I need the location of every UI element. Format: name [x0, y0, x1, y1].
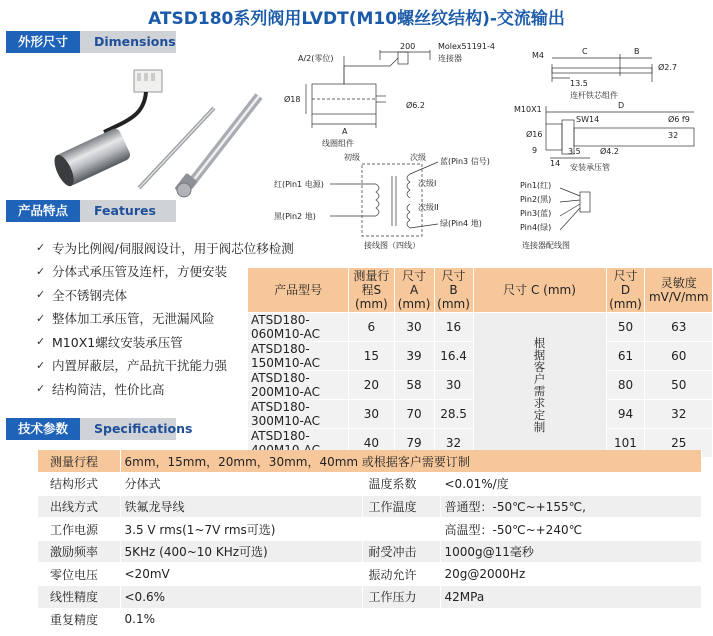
- connector-model: Molex51191-4: [438, 42, 495, 51]
- pin2-label: 黑(Pin2 地): [274, 212, 316, 221]
- model-table: [248, 268, 713, 458]
- zero-label: A/2(零位): [298, 54, 334, 63]
- dim-135: 13.5: [570, 79, 588, 88]
- coil-caption: 线圈组件: [322, 139, 354, 148]
- secondary2-label: 次级II: [418, 203, 439, 212]
- section-specifications: [6, 418, 193, 440]
- custom-note: 根据客户需求定制: [473, 313, 606, 458]
- conn-pin3: Pin3(蓝): [520, 209, 552, 218]
- section-dimensions-cn: 外形尺寸: [6, 31, 80, 53]
- coil-body-icon: [51, 127, 132, 189]
- feature-item: ✓ M10X1螺纹安装承压管: [36, 334, 183, 350]
- spec-row: 激励频率 5KHz (400~10 KHz可选) 耐受冲击 1000g@11毫秒: [38, 540, 702, 563]
- check-icon: ✓: [36, 288, 46, 302]
- feature-item: ✓ 专为比例阀/伺服阀设计，用于阀芯位移检测: [36, 240, 294, 256]
- check-icon: ✓: [36, 382, 46, 396]
- feature-item: ✓ 全不锈钢壳体: [36, 287, 128, 303]
- col-stroke: 测量行程S (mm): [349, 268, 394, 313]
- conn-pin2: Pin2(黑): [520, 195, 552, 204]
- feature-item: ✓ 结构简洁，性价比高: [36, 381, 165, 397]
- dim-200: 200: [400, 42, 416, 51]
- dim-c: C: [582, 47, 588, 56]
- section-dimensions: [6, 31, 176, 53]
- dim-14: 14: [550, 159, 561, 168]
- table-row: ATSD180-150M10-AC 15 39 16.4 61 60: [248, 342, 713, 371]
- check-icon: ✓: [36, 335, 46, 349]
- spec-row-range: 测量行程 6mm，15mm，20mm，30mm，40mm 或根据客户需要订制: [38, 450, 702, 473]
- check-icon: ✓: [36, 241, 46, 255]
- spec-table: [38, 450, 702, 631]
- dim-sw14: SW14: [576, 115, 600, 124]
- dim-d27: Ø2.7: [658, 63, 678, 72]
- spec-row: 工作电源 3.5 V rms(1~7V rms可选) 高温型：-50℃~+240℃: [38, 518, 702, 541]
- wiring-caption: 接线图（四线）: [364, 241, 420, 250]
- spec-row: 零位电压 <20mV 振动允许 20g@2000Hz: [38, 563, 702, 586]
- connector-icon: [134, 70, 162, 92]
- feature-item: ✓ 分体式承压管及连杆，方便安装: [36, 264, 228, 280]
- table-row: ATSD180-300M10-AC 30 70 28.5 94 32: [248, 400, 713, 429]
- dim-32: 32: [668, 131, 679, 140]
- spec-row: 结构形式 分体式 温度系数 <0.01%/度: [38, 473, 702, 496]
- primary-label: 初级: [344, 153, 360, 162]
- tube-caption: 安装承压管: [570, 163, 610, 172]
- dim-b: B: [634, 47, 640, 56]
- col-d: 尺寸 D (mm): [606, 268, 645, 313]
- conn-pin1: Pin1(红): [520, 181, 552, 190]
- col-c: 尺寸 C (mm): [473, 268, 606, 313]
- product-photo: [34, 60, 264, 200]
- pin1-label: 红(Pin1 电源): [274, 180, 324, 189]
- table-row: ATSD180-060M10-AC 6 30 16 根据客户需求定制 50 63: [248, 313, 713, 342]
- col-a: 尺寸 A (mm): [394, 268, 434, 313]
- feature-item: ✓ 整体加工承压管，无泄漏风险: [36, 311, 215, 327]
- conn-pin4: Pin4(绿): [520, 223, 552, 232]
- col-sensitivity: 灵敏度 mV/V/mm: [645, 268, 713, 313]
- dim-9: 9: [532, 146, 538, 155]
- check-icon: ✓: [36, 264, 46, 278]
- page-title: ATSD180系列阀用LVDT(M10螺丝纹结构)-交流输出: [148, 9, 565, 29]
- check-icon: ✓: [36, 358, 46, 372]
- table-row: ATSD180- 40 79 32 101 25: [248, 429, 713, 458]
- section-dimensions-en: Dimensions: [80, 31, 176, 53]
- rod-icon: [139, 108, 214, 188]
- pressure-tube-icon: [174, 96, 259, 197]
- dim-d16: Ø16: [526, 130, 543, 139]
- dim-m10: M10X1: [514, 105, 542, 114]
- feature-item: ✓ 内置屏蔽层，产品抗干扰能力强: [36, 358, 228, 374]
- rod-caption: 连杆铁芯组件: [570, 91, 618, 100]
- secondary-label: 次级: [410, 153, 426, 162]
- check-icon: ✓: [36, 311, 46, 325]
- dimension-diagrams: [270, 36, 710, 264]
- connector-caption: 连接器配线图: [522, 241, 570, 250]
- section-features-en: Features: [80, 200, 176, 222]
- col-model: 产品型号: [248, 268, 349, 313]
- dim-d62: Ø6.2: [406, 101, 426, 110]
- pin4-label: 绿(Pin4 地): [440, 219, 482, 228]
- spec-row: 线性精度 <0.6% 工作压力 42MPa: [38, 586, 702, 609]
- dim-35: 3.5: [568, 147, 581, 156]
- section-specifications-en: Specifications: [80, 418, 176, 440]
- spec-row: 出线方式 铁氟龙导线 工作温度 普通型：-50℃~+155℃,: [38, 495, 702, 518]
- dim-d18: Ø18: [284, 95, 301, 104]
- section-features-cn: 产品特点: [6, 200, 80, 222]
- dim-d42: Ø4.2: [600, 147, 620, 156]
- dim-d: D: [618, 101, 625, 110]
- dim-a: A: [342, 127, 348, 136]
- section-features: [6, 200, 176, 222]
- connector-label: 连接器: [438, 54, 462, 63]
- secondary1-label: 次级I: [418, 179, 437, 188]
- spec-row: 重复精度 0.1%: [38, 608, 702, 631]
- pin3-label: 蓝(Pin3 信号): [440, 157, 490, 166]
- table-row: ATSD180-200M10-AC 20 58 30 80 50: [248, 371, 713, 400]
- dim-m4: M4: [532, 51, 544, 60]
- section-specifications-cn: 技术参数: [6, 418, 80, 440]
- col-b: 尺寸 B (mm): [434, 268, 473, 313]
- dim-d6f9: Ø6 f9: [668, 115, 690, 124]
